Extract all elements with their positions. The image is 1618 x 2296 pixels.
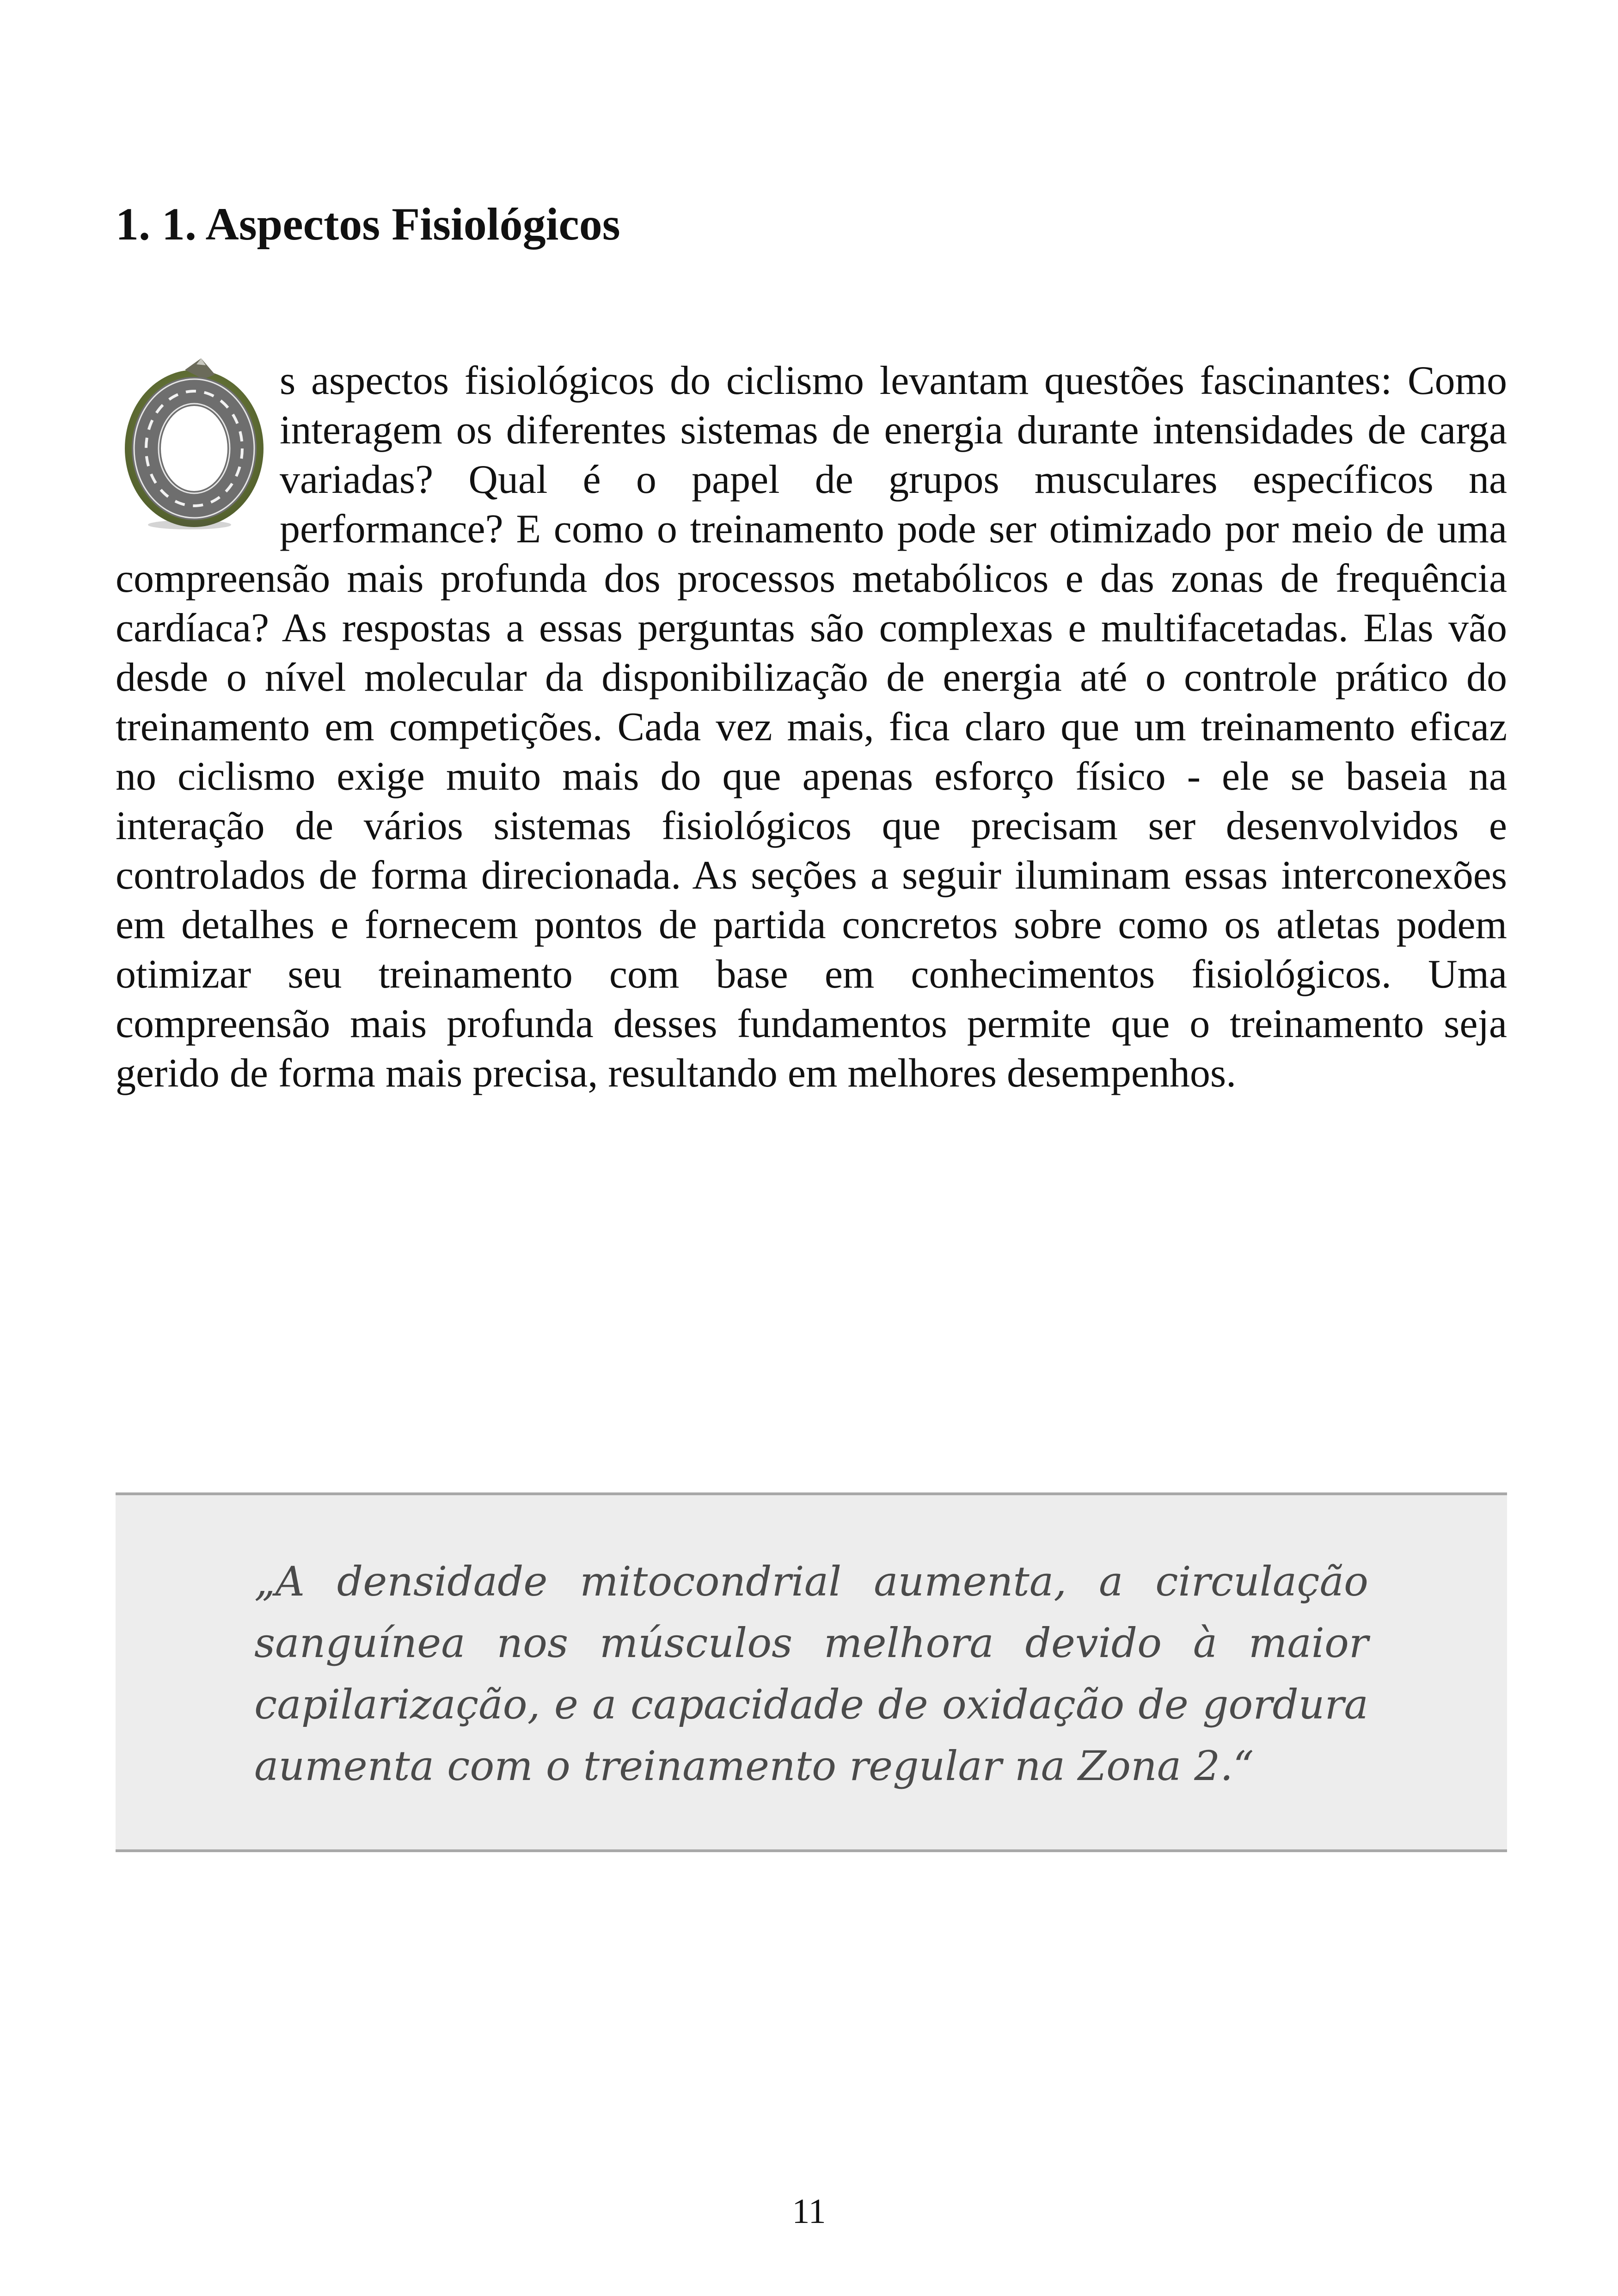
road-loop-letter-icon bbox=[116, 356, 280, 532]
quote-box bbox=[116, 1492, 1507, 1852]
body-paragraph bbox=[116, 356, 1507, 1098]
drop-cap-continuation: s bbox=[280, 358, 296, 403]
page-number: 11 bbox=[792, 2192, 826, 2231]
quote-text: „A densidade mitocondrial aumenta, a circulação sanguínea nos músculos melhora devido à maior capilarização, e a capacidade de oxidação de gordura aumenta com o treinamento regular na Zona 2.“ bbox=[254, 1558, 1368, 1790]
body-text: aspectos fisiológicos do ciclismo levantam questões fascinantes: Como interagem os diferentes sistemas de energia durante intensidades de carga variadas? Qual é o papel de grupos musculares específicos na performance? E como o treinamento pode ser otimizado por meio de uma compreensão mais profunda dos processos metabólicos e das zonas de frequência cardíaca? As respostas a essas perguntas são complexas e multifacetadas. Elas vão desde o nível molecular da disponibilização de energia até o controle prático do treinamento em competições. Cada vez mais, fica claro que um treinamento eficaz no ciclismo exige muito mais do que apenas esforço físico - ele se baseia na interação de vários sistemas fisiológicos que precisam ser desenvolvidos e controlados de forma direcionada. As seções a seguir iluminam essas interconexões em detalhes e fornecem pontos de partida concretos sobre como os atletas podem otimizar seu treinamento com base em conhecimentos fisiológicos. Uma compreensão mais profunda desses fundamentos permite que o treinamento seja gerido de forma mais precisa, resultando em melhores desempenhos. bbox=[116, 358, 1507, 1096]
section-title: 1. 1. Aspectos Fisiológicos bbox=[116, 198, 620, 250]
